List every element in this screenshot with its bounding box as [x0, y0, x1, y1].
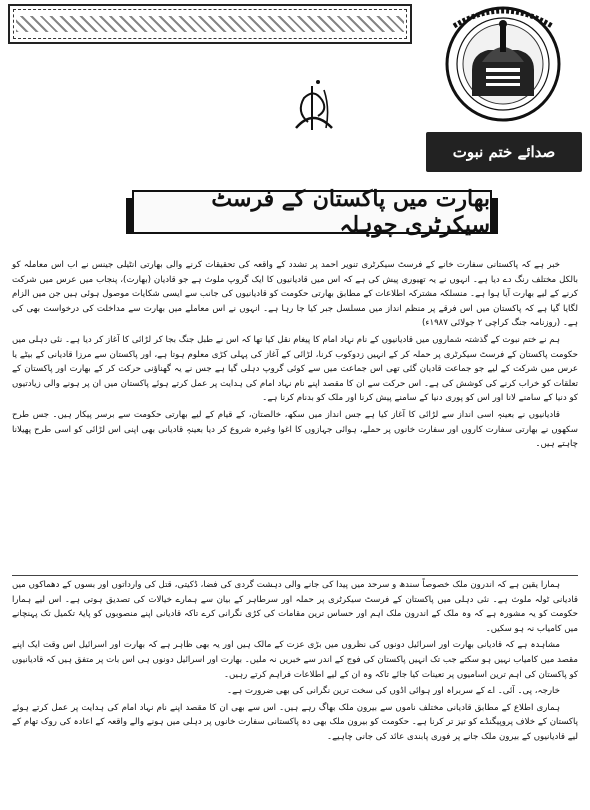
- article-title-box: [132, 186, 492, 238]
- article-title: بھارت میں پاکستان کے فرسٹ سیکرٹری چوہلہ: [211, 186, 490, 238]
- section-label-banner: صدائے ختم نبوت: [426, 132, 582, 172]
- article-paragraph: قادیانیوں نے بعینہٖ اسی انداز سے لڑائی کا آغاز کیا ہے جس انداز میں سکھ، خالصتان، کے قیام کے لیے بھارتی حکومت سے برسر پیکار ہیں۔ جس طرح سکھوں نے بھارتی سفارت کاروں اور سفارت خانوں پر حملے، ہوائی جہازوں کا اغوا وغیرہ شروع کر دیا بعینہٖ قادیانی بھی اپنی اس لڑائی کو اسی طرح پھیلانا چاہتے ہیں۔: [12, 409, 578, 450]
- article-body-part-2: [12, 578, 578, 747]
- header-motto: [232, 124, 422, 138]
- article-paragraph: مشاہدہ ہے کہ قادیانی بھارت اور اسرائیل دونوں کی نظروں میں بڑی عزت کے مالک ہیں اور یہ بھی ظاہر ہے کہ بھارت اور اسرائیل اس وقت ایک اپنے مقصد میں کامیاب نہیں ہو سکتے جب تک انہیں پاکستان کی فوج کے اندر سے خبریں نہ ملیں۔ بھارت اور اسرائیل دونوں ہی اس بات پر متفق ہیں کہ قادیانیوں کو پاکستان کی اہم ترین اسامیوں پر تعینات کیا جائے تاکہ وہ ان کے لیے اطلاعات فراہم کرتے رہیں۔: [12, 640, 578, 680]
- section-divider: [12, 575, 578, 576]
- article-paragraph: ہماری اطلاع کے مطابق قادیانی مختلف ناموں سے بیرون ملک بھاگ رہے ہیں۔ اس سے بھی ان کا مقصد اپنے نام نہاد امام کی ہدایت پر عمل کرتے ہوئے پاکستان کے خلاف پروپیگنڈے کو تیز تر کرنا ہے۔ حکومت کو بیرون ملک بھی دہ پاکستانی سفارت خانوں پر دہلی میں ہونے والے واقعہ کے اعادہ کی روک تھام کے لیے قادیانیوں کے بیرون ملک جانے پر فوری پابندی عائد کی جانی چاہیے۔: [12, 702, 578, 742]
- article-paragraph: ہم نے ختم نبوت کے گذشتہ شماروں میں قادیانیوں کے نام نہاد امام کا پیغام نقل کیا تھا کہ اس نے طبل جنگ بجا کر لڑائی کا آغاز کر دیا ہے۔ نئی دہلی میں حکومت پاکستان کے فرسٹ سیکرٹری پر حملہ کر کے انہیں زدوکوب کرنا، لڑائی کے آغاز کی پہلی کڑی معلوم ہوتا ہے، اور پاکستان سے مرزا قادیانی کے بیٹے یا عرس میں شرکت کے لیے جو جماعت قادیان گئی تھی اس جماعت میں سے کوئی گروپ دہلی گیا ہے جس نے یہ گھناؤنی حرکت کر کے بھارت اور پاکستان کے تعلقات کو خراب کرنے کی کوشش کی ہے۔ اس حرکت سے ان کا مقصد اپنے نام نہاد امام کی ہدایت پر عمل کرتے ہوئے پاکستان میں ان پر ہونے والی زیادتیوں کو دنیا کے سامنے لانا اور اس کو پوری دنیا کے سامنے پیش کرنا اور ملک کو بدنام کرنا ہے۔: [12, 334, 578, 404]
- decorative-header-frame: [8, 4, 412, 44]
- article-paragraph: خبر ہے کہ پاکستانی سفارت خانے کے فرسٹ سیکرٹری تنویر احمد پر تشدد کے واقعہ کی تحقیقات کرنے والی بھارتی انٹیلی جینس نے اب اس معاملہ کو بالکل مختلف رنگ دے دیا ہے۔ انہوں نے یہ تھیوری پیش کی ہے کہ اس میں قادیانیوں کا ایک گروپ ملوث ہے جو قادیان (بھارت)، پنجاب میں عرس میں شرکت کرنے کے لیے بھارت آیا ہوا ہے۔ منسلکہ مشترکہ اطلاعات کے مطابق بھارتی حکومت کو قادیانیوں کی جانب سے ایسی شکایات موصول ہوئی ہیں جن میں الزام لگایا گیا ہے کہ پاکستان میں اس فرقے پر منظم انداز میں مسلسل جبر کیا جا رہا ہے۔ انہوں نے اس معاملے میں بھارت سے مداخلت کی درخواست بھی کی ہے۔ (روزنامہ جنگ کراچی ۲ جولائی ۱۹۸۷ء): [12, 260, 578, 329]
- article-paragraph: ہمارا یقین ہے کہ اندرون ملک خصوصاً سندھ و سرحد میں پیدا کی جانے والی دہشت گردی کی فضا، ڈکیتی، قتل کی وارداتوں اور بسوں کے دھماکوں میں قادیانی ٹولہ ملوث ہے۔ نئی دہلی میں پاکستان کے فرسٹ سیکرٹری پر حملہ اور سرطاہر کے بیان سے ہمارے خیالات کی تصدیق ہوتی ہے۔ اس لیے ہمارا حکومت کو یہ مشورہ ہے کہ وہ ملک کے اندرون ملک اہم اور حساس ترین مقامات کی کڑی نگرانی کرے تاکہ قادیانی اپنے منصوبوں کو پایۂ تکمیل تک پہنچانے میں کامیاب نہ ہو سکیں۔: [12, 580, 578, 634]
- khatm-e-nubuwwat-emblem-icon: [420, 4, 586, 126]
- article-paragraph: خارجہ، پی۔ آئی۔ اے کے سربراہ اور ہوائی اڈوں کی سخت ترین نگرانی کی بھی ضرورت ہے۔: [227, 686, 560, 697]
- article-body-part-1: [12, 258, 578, 454]
